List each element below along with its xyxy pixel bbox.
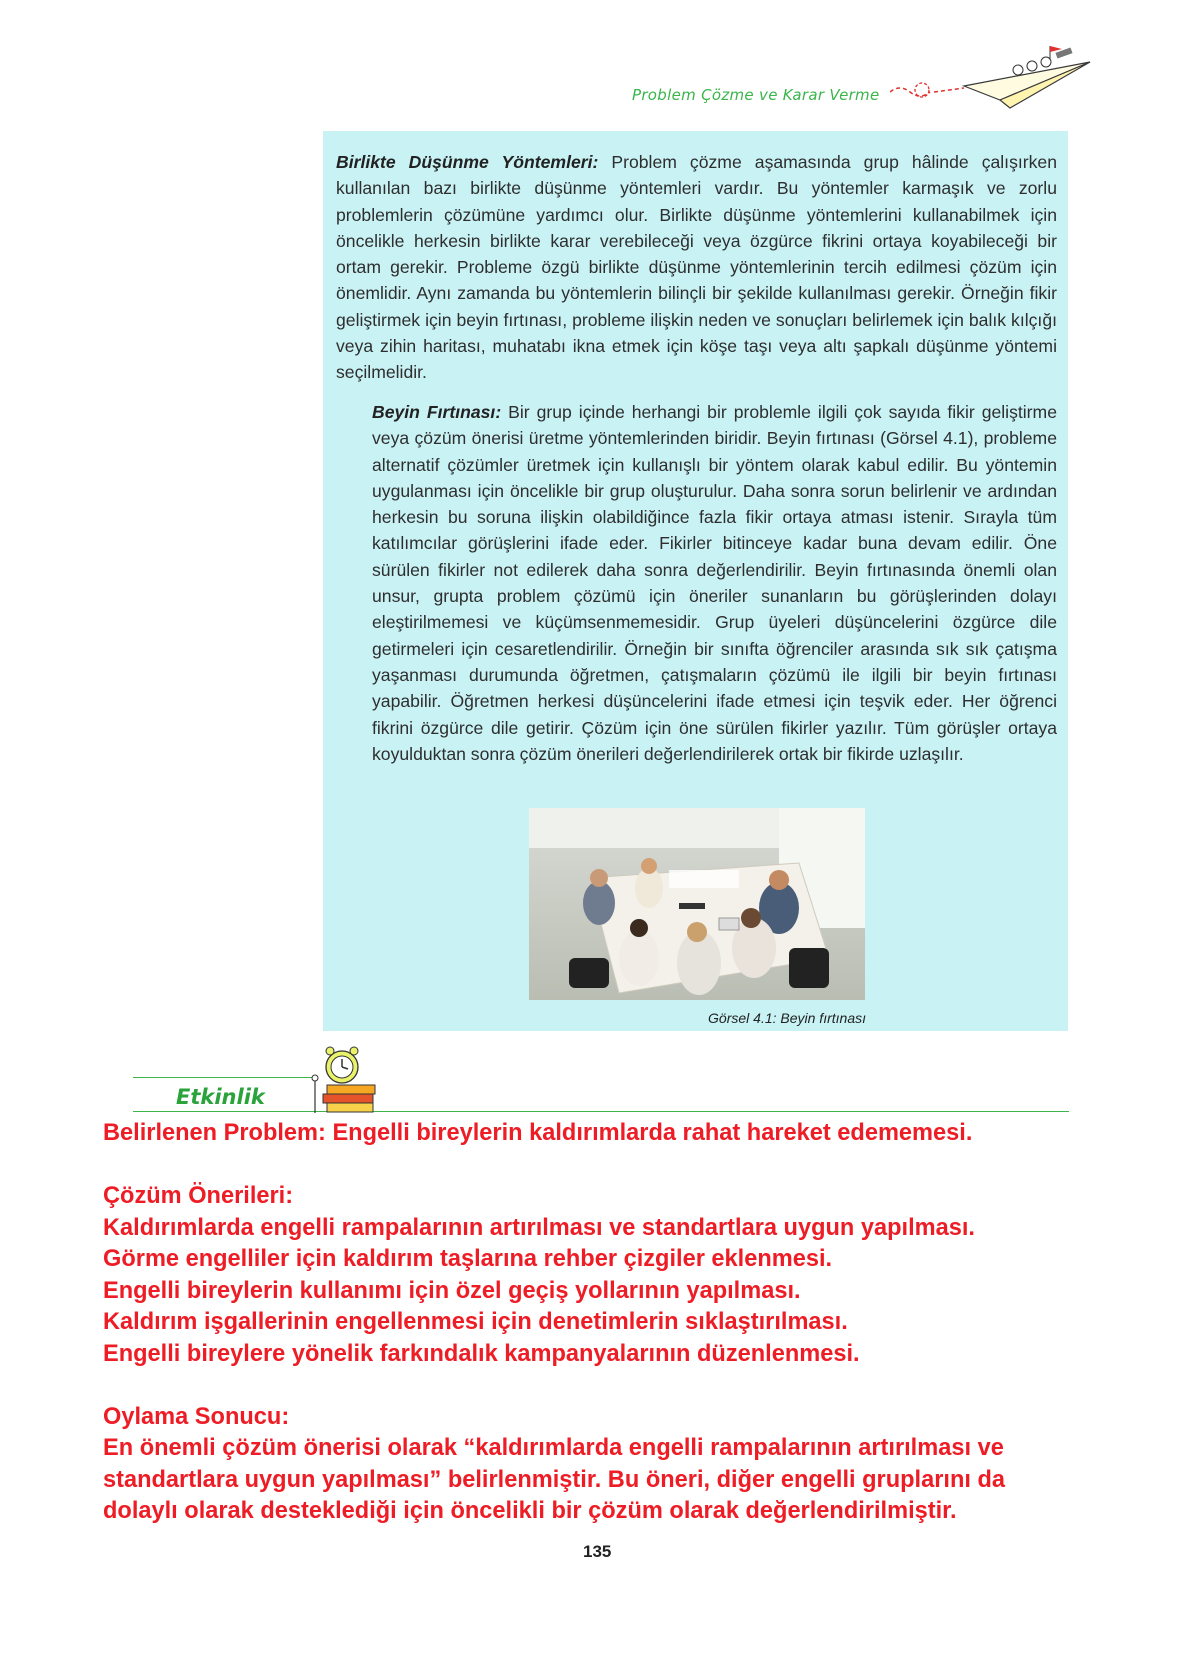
brainstorming-meeting-photo xyxy=(529,808,865,1000)
figure-caption: Görsel 4.1: Beyin fırtınası xyxy=(708,1010,866,1026)
solution-item: Görme engelliler için kaldırım taşlarına rehber çizgiler eklenmesi. xyxy=(103,1246,833,1272)
vote-result-line: dolaylı olarak desteklediği için öncelikli bir çözüm olarak değerlendirilmiştir. xyxy=(103,1498,957,1524)
paragraph-birlikte-dusunme xyxy=(336,149,1057,386)
page-number: 135 xyxy=(583,1542,612,1561)
term-birlikte-dusunme: Birlikte Düşünme Yöntemleri: xyxy=(336,152,599,172)
activity-label: Etkinlik xyxy=(176,1085,265,1109)
solution-item: Engelli bireylere yönelik farkındalık kampanyalarının düzenlenmesi. xyxy=(103,1340,860,1367)
solution-item: Kaldırım işgallerinin engellenmesi için denetimlerin sıklaştırılması. xyxy=(103,1309,848,1335)
activity-divider-bottom xyxy=(133,1111,1069,1112)
vote-result-line: standartlara uygun yapılması” belirlenmiştir. Bu öneri, diğer engelli gruplarını da xyxy=(103,1466,1006,1493)
activity-divider-top xyxy=(133,1077,313,1078)
vote-result-line: En önemli çözüm önerisi olarak “kaldırımlarda engelli rampalarının artırılması ve xyxy=(103,1435,1004,1461)
clock-books-icon xyxy=(311,1045,377,1115)
solution-item: Kaldırımlarda engelli rampalarının artırılması ve standartlara uygun yapılması. xyxy=(103,1214,975,1241)
vote-heading: Oylama Sonucu: xyxy=(103,1403,290,1430)
term-beyin-firtinasi: Beyin Fırtınası: xyxy=(372,402,502,422)
paragraph-text: Problem çözme aşamasında grup hâlinde çalışırken kullanılan bazı birlikte düşünme yöntemleri vardır. Bu yöntemler karmaşık ve zorlu problemlerin çözümüne yardımcı olur. Birlikte düşünme yöntemlerini kullanabilmek için öncelikle herkesin birlikte karar verebileceği veya özgürce fikrini ortaya koyabileceği bir ortam gerekir. Probleme özgü birlikte düşünme yöntemlerinin tercih edilmesi çözüm için önemlidir. Aynı zamanda bu yöntemlerin bilinçli bir şekilde kullanılması gerekir. Örneğin fikir geliştirmek için beyin fırtınası, probleme ilişkin neden ve sonuçları belirlemek için balık kılçığı veya zihin haritası, muhatabı ikna etmek için köşe taşı veya altı şapkalı düşünme yöntemi seçilmelidir. xyxy=(336,152,1057,383)
paragraph-beyin-firtinasi xyxy=(372,399,1057,767)
paper-plane-illustration xyxy=(890,40,1100,120)
chapter-title: Problem Çözme ve Karar Verme xyxy=(632,86,880,104)
blank-line xyxy=(103,1370,1083,1402)
solutions-heading: Çözüm Önerileri: xyxy=(103,1183,294,1209)
blank-line xyxy=(103,1150,1083,1182)
activity-answer xyxy=(103,1118,1083,1528)
problem-statement: Belirlenen Problem: Engelli bireylerin kaldırımlarda rahat hareket edememesi. xyxy=(103,1120,973,1146)
solution-item: Engelli bireylerin kullanımı için özel geçiş yollarının yapılması. xyxy=(103,1277,801,1304)
paragraph-text: Bir grup içinde herhangi bir problemle ilgili çok sayıda fikir geliştirme veya çözüm önerisi üretme yöntemlerinden biridir. Beyin fırtınası (Görsel 4.1), probleme alternatif çözümler üretmek için kullanışlı bir yöntem olarak kabul edilir. Bu yöntemin uygulanması için öncelikle bir grup oluşturulur. Daha sonra sorun belirlenir ve ardından herkesin bu soruna ilişkin olabildiğince fazla fikir ortaya atması istenir. Sırayla tüm katılımcılar görüşlerini ifade eder. Fikirler bitinceye kadar buna devam edilir. Öne sürülen fikirler not edilerek daha sonra değerlendirilir. Beyin fırtınasında önemli olan unsur, grupta problem çözümü için öneriler sunanların bu görüşlerinden dolayı eleştirilmemesi ve küçümsenmemesidir. Grup üyeleri düşüncelerini özgürce dile getirmeleri için cesaretlendirilir. Örneğin bir sınıfta öğrenciler arasında sık sık çatışma yaşanması durumunda öğretmen, çatışmaların çözümü ile ilgili bir beyin fırtınası yapabilir. Öğretmen herkesi düşüncelerini ifade etmesi için teşvik eder. Her öğrenci fikrini özgürce dile getirir. Çözüm için öne sürülen fikirler yazılır. Tüm görüşler ortaya koyulduktan sonra çözüm önerileri değerlendirilerek ortak bir fikirde uzlaşılır. xyxy=(372,402,1057,764)
